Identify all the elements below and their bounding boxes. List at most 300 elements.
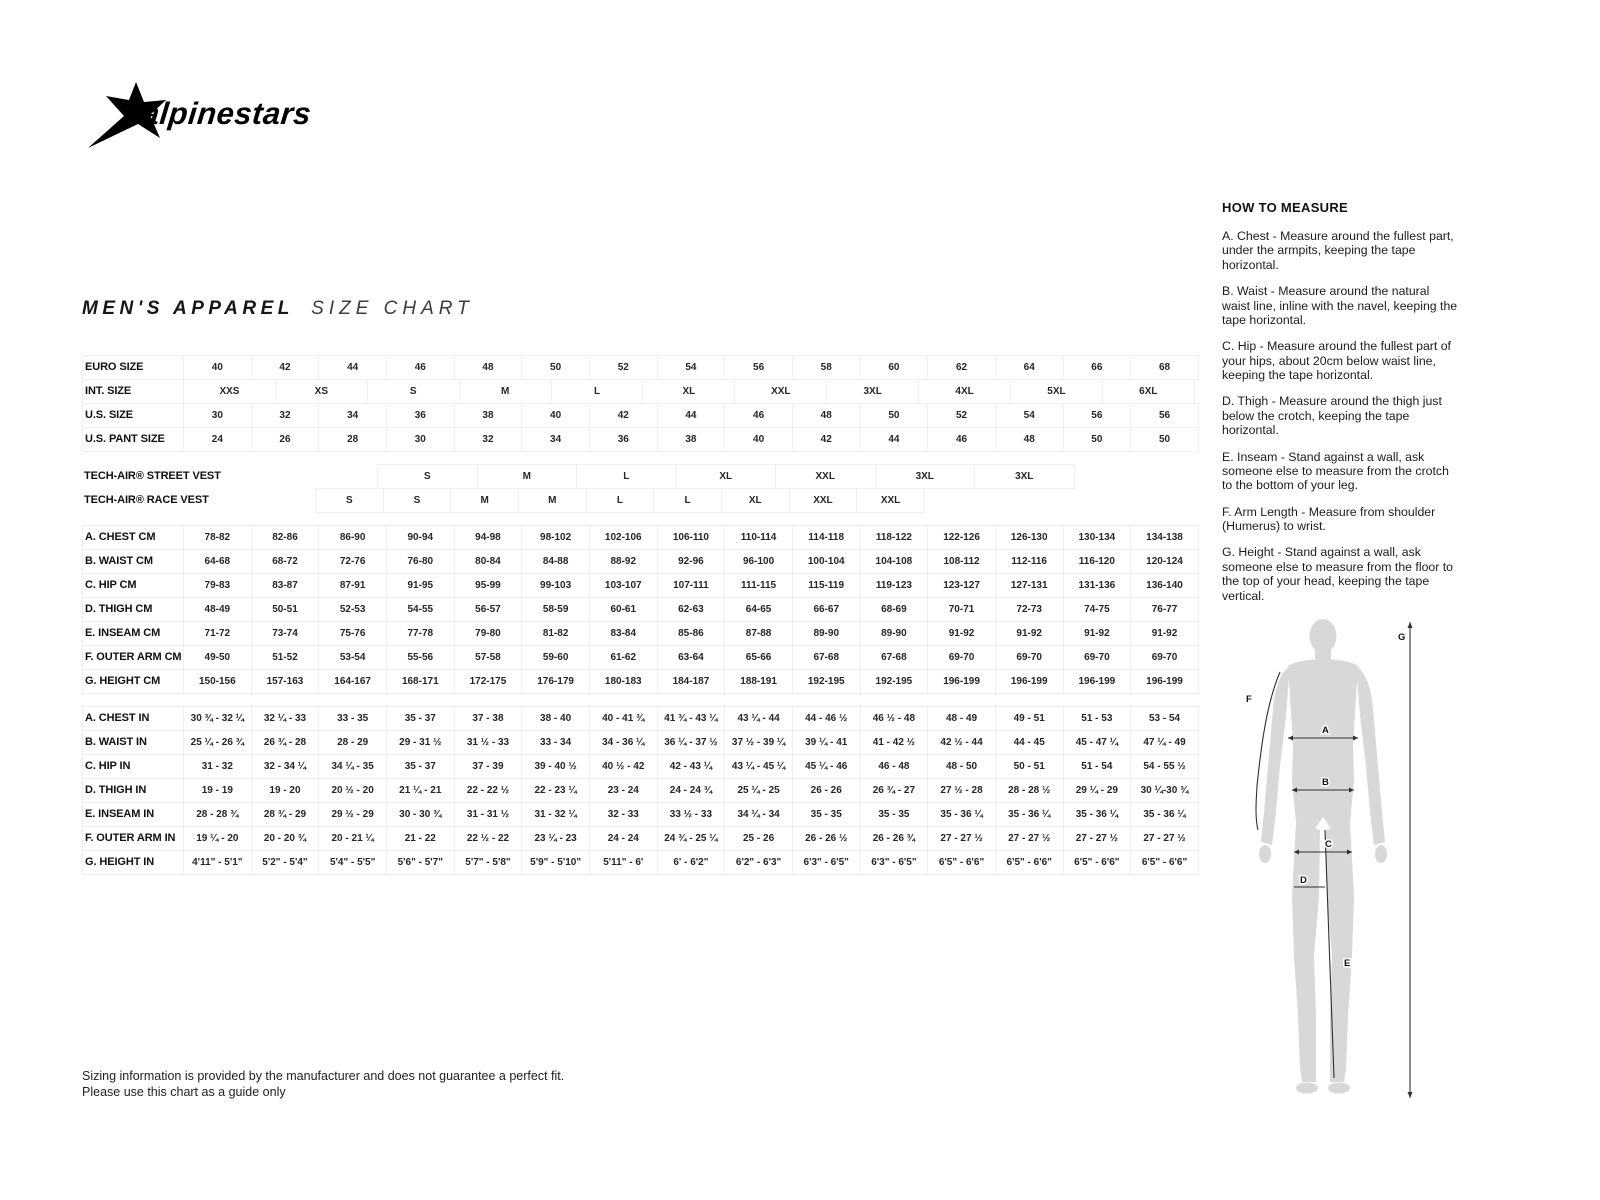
figure-left-leg [1292, 822, 1320, 1082]
size-cell: 60-61 [589, 597, 658, 622]
size-cell: 6'3" - 6'5" [860, 850, 929, 875]
size-cell: 28 [318, 427, 387, 452]
size-cell: 131-136 [1063, 573, 1132, 598]
size-cell: 56-57 [454, 597, 523, 622]
size-cell: L [551, 379, 644, 404]
figure-right-leg [1326, 822, 1354, 1082]
size-cell: 67-68 [860, 645, 929, 670]
row-label: A. CHEST CM [82, 525, 184, 550]
size-cell: 88-92 [589, 549, 658, 574]
size-cell: 98-102 [521, 525, 590, 550]
how-to-measure-list [1222, 229, 1458, 603]
size-cell: 38 - 40 [521, 706, 590, 731]
size-cell: 72-76 [318, 549, 387, 574]
size-cell: 28 - 29 [318, 730, 387, 755]
size-cell: 34 - 36 ¼ [589, 730, 658, 755]
size-cell: 83-87 [251, 573, 320, 598]
size-cell: 96-100 [724, 549, 793, 574]
size-cell: 5'2" - 5'4" [251, 850, 320, 875]
size-cell: 50 - 51 [995, 754, 1064, 779]
row-label: TECH-AIR® RACE VEST [84, 494, 209, 506]
row-label: E. INSEAM IN [82, 802, 184, 827]
size-cell: 79-80 [454, 621, 523, 646]
size-cell: 32 ¼ - 33 [251, 706, 320, 731]
size-cell: XXL [734, 379, 827, 404]
size-cell: 43 ¼ - 44 [724, 706, 793, 731]
size-cell: 40 - 41 ¾ [589, 706, 658, 731]
size-cell: 26 [251, 427, 320, 452]
size-cell: 85-86 [657, 621, 726, 646]
size-cell: 25 ¼ - 26 ¾ [183, 730, 252, 755]
figure-left-foot [1296, 1083, 1318, 1094]
size-cell: 64-68 [183, 549, 252, 574]
size-cell: 37 - 38 [454, 706, 523, 731]
size-cell: 23 ¼ - 23 [521, 826, 590, 851]
size-cell: 73-74 [251, 621, 320, 646]
size-cell: 107-111 [657, 573, 726, 598]
size-cell: S [315, 488, 384, 513]
size-cell: XXS [183, 379, 276, 404]
size-cell: 29 - 31 ½ [386, 730, 455, 755]
size-cell: 72-73 [995, 597, 1064, 622]
size-cell: 26 - 26 ½ [792, 826, 861, 851]
size-cell: 23 - 24 [589, 778, 658, 803]
size-row [82, 803, 1186, 827]
size-cell: 5'6" - 5'7" [386, 850, 455, 875]
size-cell: 31 - 31 ½ [454, 802, 523, 827]
size-cell: 5XL [1010, 379, 1103, 404]
size-cell: 46 [386, 355, 455, 380]
title-secondary: SIZE CHART [311, 298, 474, 319]
size-cell: 54-55 [386, 597, 455, 622]
size-cell: 68-72 [251, 549, 320, 574]
size-cell: 5'11" - 6' [589, 850, 658, 875]
size-cell: 26 - 26 [792, 778, 861, 803]
size-cell: 25 ¼ - 25 [724, 778, 793, 803]
size-cell: 81-82 [521, 621, 590, 646]
row-label: E. INSEAM CM [82, 621, 184, 646]
size-cell: 48 - 49 [927, 706, 996, 731]
size-cell: 76-80 [386, 549, 455, 574]
size-cell: 61-62 [589, 645, 658, 670]
size-cell: 90-94 [386, 525, 455, 550]
disclaimer-line-2: Please use this chart as a guide only [82, 1085, 286, 1099]
size-row [82, 646, 1182, 670]
size-cell: 54 - 55 ½ [1130, 754, 1199, 779]
size-cell: 35 - 36 ¼ [1063, 802, 1132, 827]
size-cell: 65-66 [724, 645, 793, 670]
size-cell: 39 - 40 ½ [521, 754, 590, 779]
size-cell: 48 [995, 427, 1064, 452]
size-row [82, 489, 1182, 513]
figure-right-arm [1356, 666, 1385, 845]
size-cell: XL [642, 379, 735, 404]
size-cell: 46 [927, 427, 996, 452]
size-cell: 25 - 26 [724, 826, 793, 851]
size-cell: 63-64 [657, 645, 726, 670]
figure-neck [1315, 646, 1331, 660]
size-cell: 196-199 [995, 669, 1064, 694]
size-cell: 30 [183, 403, 252, 428]
size-cell: 27 - 27 ½ [927, 826, 996, 851]
size-cell: 48 - 50 [927, 754, 996, 779]
size-cell: 44 [657, 403, 726, 428]
size-cell: 66 [1063, 355, 1132, 380]
row-label: B. WAIST IN [82, 730, 184, 755]
measure-instruction: G. Height - Stand against a wall, ask someone else to measure from the floor to the top of your head, keeping the tape vertical. [1222, 545, 1454, 603]
row-label: TECH-AIR® STREET VEST [84, 470, 221, 482]
size-cell: 28 - 28 ¾ [183, 802, 252, 827]
size-cell: 32 - 34 ¼ [251, 754, 320, 779]
size-cell: 51 - 54 [1063, 754, 1132, 779]
size-cell: 27 - 27 ½ [1063, 826, 1132, 851]
size-cell: 42 [792, 427, 861, 452]
size-cell: 50 [1063, 427, 1132, 452]
size-cell: 27 ½ - 28 [927, 778, 996, 803]
size-cell: 5'9" - 5'10" [521, 850, 590, 875]
size-cell: 21 ¼ - 21 [386, 778, 455, 803]
size-cell: 5'4" - 5'5" [318, 850, 387, 875]
size-cell: 91-92 [927, 621, 996, 646]
figure-torso [1288, 659, 1358, 829]
size-cell: 22 - 23 ¼ [521, 778, 590, 803]
size-cell: 168-171 [386, 669, 455, 694]
size-cell: 110-114 [724, 525, 793, 550]
size-cell: 5'7" - 5'8" [454, 850, 523, 875]
size-row [82, 622, 1182, 646]
size-cell: 64 [995, 355, 1064, 380]
size-cell: 108-112 [927, 549, 996, 574]
size-cell: 192-195 [792, 669, 861, 694]
figure-label-g: G [1398, 632, 1406, 643]
size-cell: 196-199 [927, 669, 996, 694]
size-cell: 82-86 [251, 525, 320, 550]
row-label: C. HIP IN [82, 754, 184, 779]
size-row [82, 707, 1182, 731]
size-cell: XXL [856, 488, 925, 513]
size-cell: 59-60 [521, 645, 590, 670]
size-cell: 42 ½ - 44 [927, 730, 996, 755]
size-cell: 24 - 24 ¾ [657, 778, 726, 803]
size-cell: 180-183 [589, 669, 658, 694]
size-cell: 89-90 [792, 621, 861, 646]
size-cell: 26 - 26 ¾ [860, 826, 929, 851]
size-row [82, 851, 1188, 875]
size-cell: 38 [657, 427, 726, 452]
size-cell: 64-65 [724, 597, 793, 622]
size-cell: S [377, 464, 478, 489]
size-row [82, 428, 1182, 452]
size-cell: 184-187 [657, 669, 726, 694]
figure-left-arm [1261, 666, 1290, 845]
row-label: F. OUTER ARM CM [82, 645, 184, 670]
row-label: A. CHEST IN [82, 706, 184, 731]
size-cell: 33 - 34 [521, 730, 590, 755]
size-cell: 6'2" - 6'3" [724, 850, 793, 875]
size-cell: 4'11" - 5'1" [183, 850, 252, 875]
size-cell: 6XL [1102, 379, 1195, 404]
size-cell: 104-108 [860, 549, 929, 574]
size-cell: 36 ¼ - 37 ½ [657, 730, 726, 755]
size-cell: 157-163 [251, 669, 320, 694]
size-cell: 130-134 [1063, 525, 1132, 550]
size-cell: 111-115 [724, 573, 793, 598]
size-cell: 44 [860, 427, 929, 452]
row-label: F. OUTER ARM IN [82, 826, 184, 851]
size-cell: 91-92 [1130, 621, 1199, 646]
size-row [82, 598, 1182, 622]
size-cell: 94-98 [454, 525, 523, 550]
size-cell: 57-58 [454, 645, 523, 670]
size-cell: 30 ¼-30 ¾ [1130, 778, 1199, 803]
size-cell: 86-90 [318, 525, 387, 550]
size-cell: 87-91 [318, 573, 387, 598]
size-cell: 89-90 [860, 621, 929, 646]
size-row [82, 465, 1182, 489]
figure-label-c: C [1325, 839, 1332, 850]
size-row [82, 356, 1182, 380]
size-cell: S [383, 488, 452, 513]
size-cell: 20 - 20 ¾ [251, 826, 320, 851]
size-row [82, 755, 1186, 779]
disclaimer [82, 1068, 564, 1100]
row-label: EURO SIZE [82, 355, 184, 380]
size-cell: 44 - 46 ½ [792, 706, 861, 731]
size-cell: 188-191 [724, 669, 793, 694]
size-cell: 66-67 [792, 597, 861, 622]
size-cell: M [518, 488, 587, 513]
size-cell: 127-131 [995, 573, 1064, 598]
size-cell: 27 - 27 ½ [1130, 826, 1199, 851]
size-cell: 31 - 32 ¼ [521, 802, 590, 827]
row-label: D. THIGH CM [82, 597, 184, 622]
size-cell: 35 - 36 ¼ [927, 802, 996, 827]
size-cell: 32 [251, 403, 320, 428]
size-cell: 29 ¼ - 29 [1063, 778, 1132, 803]
size-cell: 24 - 24 [589, 826, 658, 851]
row-label: INT. SIZE [82, 379, 184, 404]
size-cell: 48-49 [183, 597, 252, 622]
size-cell: 115-119 [792, 573, 861, 598]
size-cell: 34 [521, 427, 590, 452]
size-cell: 75-76 [318, 621, 387, 646]
size-cell: 47 ¼ - 49 [1130, 730, 1199, 755]
size-cell: 49-50 [183, 645, 252, 670]
size-cell: 6'5" - 6'6" [1063, 850, 1132, 875]
size-cell: 31 ½ - 33 [454, 730, 523, 755]
row-label: U.S. PANT SIZE [82, 427, 184, 452]
size-cell: 34 ¼ - 34 [724, 802, 793, 827]
size-cell: 37 - 39 [454, 754, 523, 779]
size-cell: 56 [724, 355, 793, 380]
size-cell: 112-116 [995, 549, 1064, 574]
figure-label-a: A [1322, 725, 1329, 736]
size-cell: 35 - 36 ¼ [995, 802, 1064, 827]
size-cell: 74-75 [1063, 597, 1132, 622]
size-row [82, 550, 1182, 574]
size-cell: 35 - 37 [386, 706, 455, 731]
size-cell: 69-70 [1130, 645, 1199, 670]
size-cell: 51-52 [251, 645, 320, 670]
size-cell: 26 ¾ - 28 [251, 730, 320, 755]
size-cell: 55-56 [386, 645, 455, 670]
size-cell: XL [721, 488, 790, 513]
row-label: C. HIP CM [82, 573, 184, 598]
size-cell: XXL [775, 464, 876, 489]
size-cell: 100-104 [792, 549, 861, 574]
size-cell: 6'5" - 6'6" [927, 850, 996, 875]
size-cell: 192-195 [860, 669, 929, 694]
size-table [82, 356, 1189, 888]
size-cell: 136-140 [1130, 573, 1199, 598]
size-row [82, 574, 1182, 598]
row-label: U.S. SIZE [82, 403, 184, 428]
size-cell: 20 - 21 ¼ [318, 826, 387, 851]
size-cell: 4XL [918, 379, 1011, 404]
size-cell: 40 ½ - 42 [589, 754, 658, 779]
disclaimer-line-1: Sizing information is provided by the manufacturer and does not guarantee a perfect fit. [82, 1069, 565, 1083]
size-cell: 29 ½ - 29 [318, 802, 387, 827]
size-cell: 45 ¼ - 46 [792, 754, 861, 779]
size-cell: 24 ¾ - 25 ¼ [657, 826, 726, 851]
size-cell: 43 ¼ - 45 ¼ [724, 754, 793, 779]
size-cell: 28 - 28 ½ [995, 778, 1064, 803]
size-cell: 41 - 42 ½ [860, 730, 929, 755]
size-cell: 119-123 [860, 573, 929, 598]
size-cell: 50 [860, 403, 929, 428]
measure-instruction: B. Waist - Measure around the natural waist line, inline with the navel, keeping the tape horizontal. [1222, 284, 1458, 327]
size-cell: 69-70 [995, 645, 1064, 670]
size-cell: 50-51 [251, 597, 320, 622]
figure-label-e: E [1344, 958, 1351, 969]
size-cell: 3XL [875, 464, 976, 489]
size-cell: 122-126 [927, 525, 996, 550]
figure-label-b: B [1322, 777, 1329, 788]
size-cell: 114-118 [792, 525, 861, 550]
size-cell: 40 [183, 355, 252, 380]
size-cell: 35 - 37 [386, 754, 455, 779]
size-cell: 78-82 [183, 525, 252, 550]
size-cell: 35 - 36 ¼ [1130, 802, 1199, 827]
size-cell: 40 [724, 427, 793, 452]
measure-instruction: D. Thigh - Measure around the thigh just below the crotch, keeping the tape horizontal. [1222, 394, 1442, 438]
size-cell: 48 [454, 355, 523, 380]
size-cell: 27 - 27 ½ [995, 826, 1064, 851]
size-cell: 50 [521, 355, 590, 380]
size-cell: 35 - 35 [860, 802, 929, 827]
size-cell: 102-106 [589, 525, 658, 550]
size-cell: 54 [657, 355, 726, 380]
size-cell: 48 [792, 403, 861, 428]
size-cell: 19 - 19 [183, 778, 252, 803]
size-cell: 58-59 [521, 597, 590, 622]
size-cell: 35 - 35 [792, 802, 861, 827]
size-cell: 34 [318, 403, 387, 428]
size-cell: S [367, 379, 460, 404]
size-cell: 52 [927, 403, 996, 428]
size-row [82, 827, 1186, 851]
size-cell: 42 [589, 403, 658, 428]
size-cell: 83-84 [589, 621, 658, 646]
size-cell: 46 [724, 403, 793, 428]
how-to-measure [1222, 200, 1458, 615]
size-cell: 56 [1130, 403, 1199, 428]
size-cell: 36 [589, 427, 658, 452]
size-row [82, 779, 1189, 803]
size-cell: 106-110 [657, 525, 726, 550]
alpinestars-logo [84, 80, 364, 144]
size-cell: L [653, 488, 722, 513]
figure-right-foot [1328, 1083, 1350, 1094]
size-cell: 77-78 [386, 621, 455, 646]
title-primary: MEN'S APPAREL [82, 298, 294, 319]
size-row [82, 380, 1182, 404]
size-cell: 126-130 [995, 525, 1064, 550]
size-cell: 22 ½ - 22 [454, 826, 523, 851]
figure-label-f: F [1246, 694, 1252, 705]
size-cell: 91-95 [386, 573, 455, 598]
size-cell: 52 [589, 355, 658, 380]
size-cell: 19 ¼ - 20 [183, 826, 252, 851]
row-label: G. HEIGHT CM [82, 669, 184, 694]
size-cell: 56 [1063, 403, 1132, 428]
size-cell: 76-77 [1130, 597, 1199, 622]
size-cell: 44 - 45 [995, 730, 1064, 755]
size-cell: 123-127 [927, 573, 996, 598]
size-cell: M [450, 488, 519, 513]
size-cell: 30 - 30 ¾ [386, 802, 455, 827]
size-row [82, 731, 1186, 755]
size-cell: 38 [454, 403, 523, 428]
size-cell: 103-107 [589, 573, 658, 598]
figure-right-hand [1375, 845, 1387, 863]
size-cell: 46 - 48 [860, 754, 929, 779]
size-cell: 69-70 [927, 645, 996, 670]
measure-instruction: C. Hip - Measure around the fullest part of your hips, about 20cm below waist line, keeping the tape horizontal. [1222, 339, 1451, 382]
size-cell: 91-92 [995, 621, 1064, 646]
size-cell: 80-84 [454, 549, 523, 574]
size-cell: 34 ¼ - 35 [318, 754, 387, 779]
size-cell: 172-175 [454, 669, 523, 694]
row-label: D. THIGH IN [82, 778, 184, 803]
size-cell: 50 [1130, 427, 1199, 452]
size-cell: 52-53 [318, 597, 387, 622]
size-cell: 3XL [826, 379, 919, 404]
size-cell: M [459, 379, 552, 404]
size-cell: 118-122 [860, 525, 929, 550]
measure-instruction: E. Inseam - Stand against a wall, ask someone else to measure from the crotch to the bottom of your leg. [1222, 449, 1449, 493]
size-cell: 196-199 [1130, 669, 1199, 694]
size-cell: 62-63 [657, 597, 726, 622]
measure-instruction: A. Chest - Measure around the fullest part, under the armpits, keeping the tape horizontal. [1222, 229, 1454, 272]
size-cell: 19 - 20 [251, 778, 320, 803]
size-cell: 71-72 [183, 621, 252, 646]
measure-instruction: F. Arm Length - Measure from shoulder (Humerus) to wrist. [1222, 504, 1436, 533]
size-cell: 41 ¾ - 43 ¼ [657, 706, 726, 731]
size-cell: 26 ¾ - 27 [860, 778, 929, 803]
size-cell: 69-70 [1063, 645, 1132, 670]
row-label: G. HEIGHT IN [82, 850, 184, 875]
size-cell: 87-88 [724, 621, 793, 646]
size-cell: 49 - 51 [995, 706, 1064, 731]
size-cell: 150-156 [183, 669, 252, 694]
size-cell: XL [676, 464, 777, 489]
size-cell: 3XL [974, 464, 1075, 489]
size-cell: 196-199 [1063, 669, 1132, 694]
row-label: B. WAIST CM [82, 549, 184, 574]
size-cell: 51 - 53 [1063, 706, 1132, 731]
figure-label-d: D [1300, 875, 1307, 886]
